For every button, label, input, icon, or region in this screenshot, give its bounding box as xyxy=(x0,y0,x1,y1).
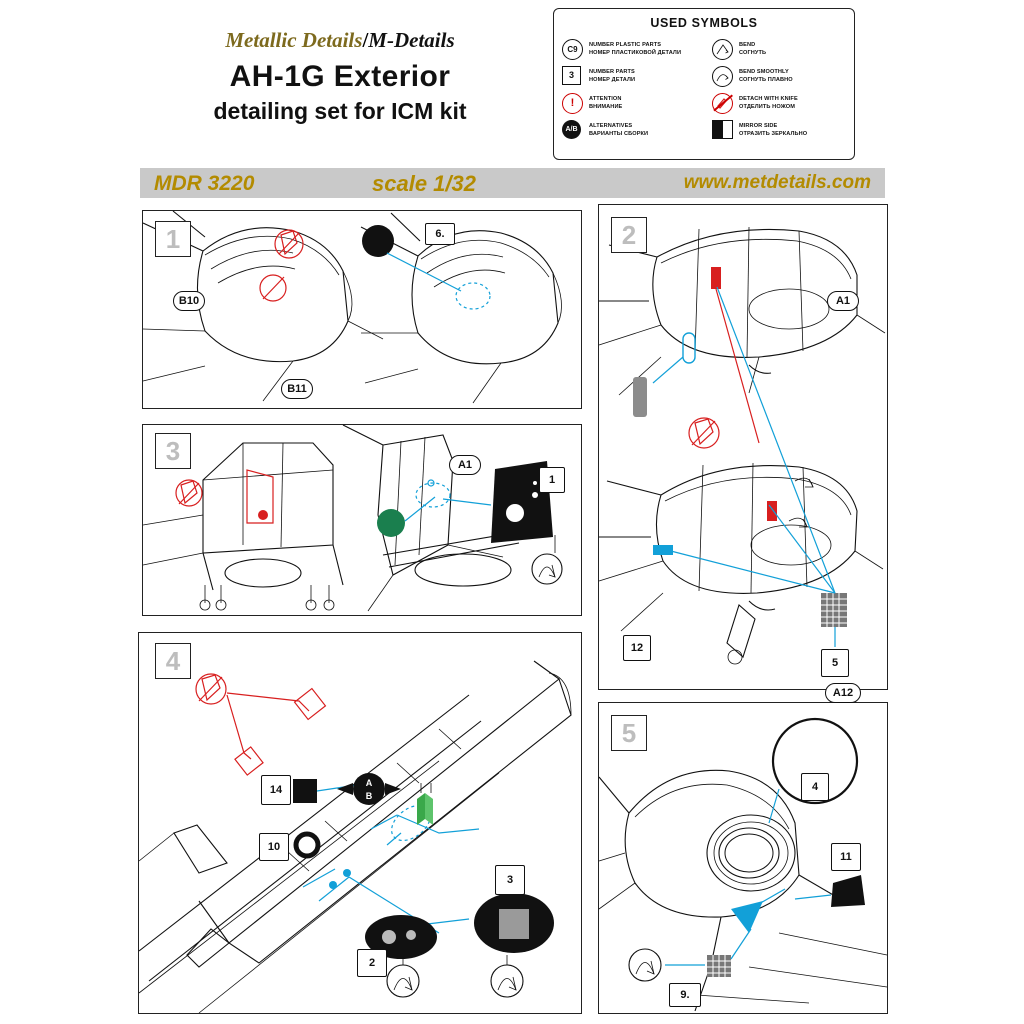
bend-icon xyxy=(712,39,734,61)
step-panel-3 xyxy=(142,424,582,616)
part-3-tag: 3 xyxy=(495,865,525,895)
used-symbols-box xyxy=(553,8,855,160)
step-panel-5 xyxy=(598,702,888,1014)
legend-label-en: NUMBER PLASTIC PARTS xyxy=(589,41,662,48)
detach-knife-icon xyxy=(712,93,734,115)
step-number: 3 xyxy=(155,433,191,469)
legend-label-ru: ВНИМАНИЕ xyxy=(589,103,623,110)
part-9-tag: 9. xyxy=(669,983,701,1007)
part-5-tag: 5 xyxy=(821,649,849,677)
legend-badge: ! xyxy=(570,97,575,109)
legend-label-ru: НОМЕР ДЕТАЛИ xyxy=(589,76,636,83)
step-number: 1 xyxy=(155,221,191,257)
circle-c9-icon xyxy=(562,39,584,61)
website-link[interactable]: www.metdetails.com xyxy=(683,172,871,193)
legend-label-en: NUMBER PARTS xyxy=(589,68,635,75)
legend-label-ru: ОТРАЗИТЬ ЗЕРКАЛЬНО xyxy=(739,130,808,137)
legend-label-ru: СОГНУТЬ ПЛАВНО xyxy=(739,76,793,83)
legend-badge: C9 xyxy=(567,44,578,54)
panel-1-drawing xyxy=(143,211,581,408)
product-code: MDR 3220 xyxy=(154,172,255,195)
legend-label-en: ATTENTION xyxy=(589,95,622,102)
info-bar xyxy=(140,168,885,198)
part-4-tag: 4 xyxy=(801,773,829,801)
brand-metallic-text: Metallic Details xyxy=(225,28,363,52)
step-panel-4 xyxy=(138,632,582,1014)
plastic-part-b11-tag: B11 xyxy=(281,379,313,399)
legend-label-en: BEND SMOOTHLY xyxy=(739,68,789,75)
part-12-tag: 12 xyxy=(623,635,651,661)
page-subtitle: detailing set for ICM kit xyxy=(213,98,467,124)
legend-label-ru: ОТДЕЛИТЬ НОЖОМ xyxy=(739,103,795,110)
part-11-tag: 11 xyxy=(831,843,861,871)
legend-label-en: DETACH WITH KNIFE xyxy=(739,95,798,102)
legend-badge: A/B xyxy=(565,125,578,133)
legend-label-ru: НОМЕР ПЛАСТИКОВОЙ ДЕТАЛИ xyxy=(589,49,682,56)
plastic-part-a12-tag: A12 xyxy=(825,683,861,703)
attention-icon xyxy=(562,93,584,115)
alternatives-icon xyxy=(562,120,584,142)
legend-title: USED SYMBOLS xyxy=(650,16,758,30)
plastic-part-b10-tag: B10 xyxy=(173,291,205,311)
legend-item xyxy=(712,36,854,63)
plastic-part-a1-tag: A1 xyxy=(449,455,481,475)
mirror-side-icon xyxy=(712,120,734,142)
page-title: AH-1G Exterior xyxy=(229,60,451,93)
legend-item xyxy=(562,63,704,90)
legend-badge: 3 xyxy=(568,70,574,80)
panel-3-drawing xyxy=(143,425,581,615)
part-2-tag: 2 xyxy=(357,949,387,977)
brand-logo xyxy=(140,28,540,53)
scale-label: scale 1/32 xyxy=(372,171,476,196)
svg-text:B: B xyxy=(365,791,373,801)
legend-label-en: MIRROR SIDE xyxy=(739,122,778,129)
brand-mdetails-text: M-Details xyxy=(368,28,455,52)
legend-item xyxy=(562,90,704,117)
legend-item xyxy=(712,90,854,117)
part-14-tag: 14 xyxy=(261,775,291,805)
legend-label-en: BEND xyxy=(739,41,756,48)
legend-item xyxy=(562,117,704,144)
part-1-tag: 1 xyxy=(539,467,565,493)
legend-column-left xyxy=(554,36,704,144)
svg-text:A: A xyxy=(365,778,373,788)
bend-smoothly-icon xyxy=(712,66,734,88)
part-10-tag: 10 xyxy=(259,833,289,861)
legend-item xyxy=(712,63,854,90)
legend-label-ru: СОГНУТЬ xyxy=(739,49,767,56)
panel-2-drawing xyxy=(599,205,887,689)
step-panel-2 xyxy=(598,204,888,699)
part-6-tag: 6. xyxy=(425,223,455,245)
step-number: 2 xyxy=(611,217,647,253)
brand-separator: / xyxy=(362,28,369,52)
step-number: 4 xyxy=(155,643,191,679)
square-3-icon xyxy=(562,66,584,88)
plastic-part-a1-tag: A1 xyxy=(827,291,859,311)
step-number: 5 xyxy=(611,715,647,751)
legend-item xyxy=(562,36,704,63)
step-panel-1 xyxy=(142,210,582,409)
legend-column-right xyxy=(704,36,854,144)
legend-item xyxy=(712,117,854,144)
legend-label-ru: ВАРИАНТЫ СБОРКИ xyxy=(589,130,649,137)
legend-label-en: ALTERNATIVES xyxy=(589,122,633,129)
